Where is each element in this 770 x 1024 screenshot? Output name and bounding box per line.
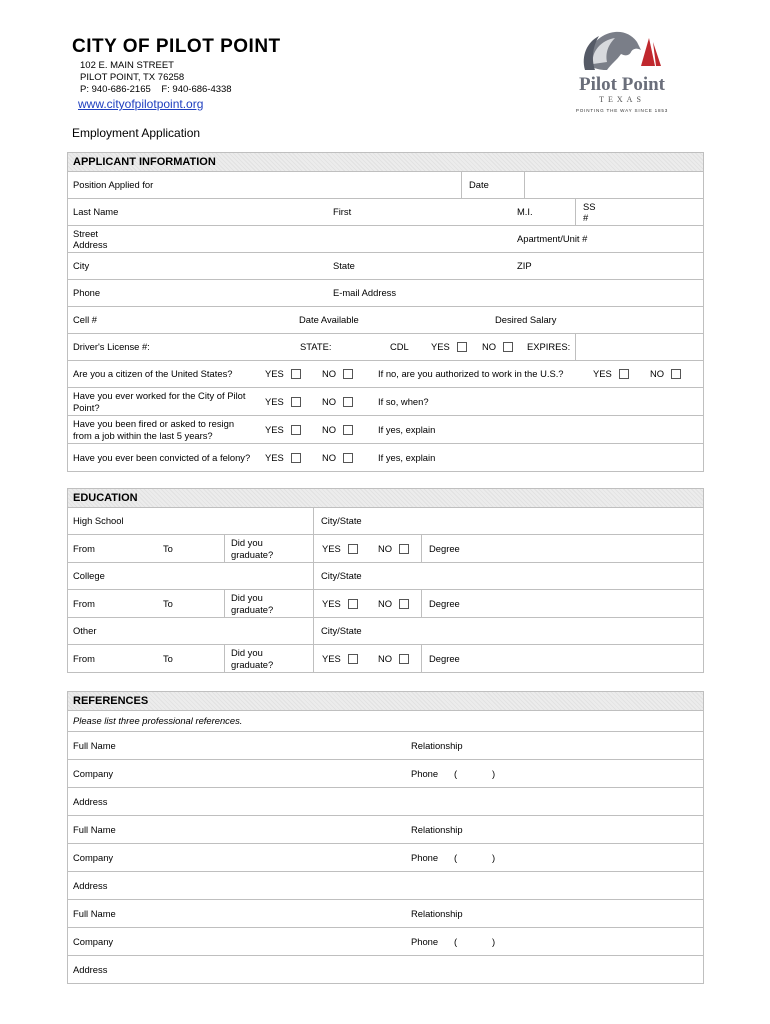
other-no-checkbox[interactable] [399, 654, 409, 664]
from-label: From [73, 542, 95, 554]
to-label: To [163, 542, 173, 554]
expires-label: EXPIRES: [527, 341, 571, 353]
date-label: Date [469, 179, 489, 191]
convicted-yes-option[interactable] [265, 444, 301, 471]
last-name-label: Last Name [73, 206, 119, 218]
horse-head-icon [584, 32, 641, 70]
section-heading: EDUCATION [68, 489, 703, 508]
ss-label: SS # [583, 200, 596, 223]
cdl-yes-option[interactable] [431, 334, 467, 360]
other-yes-checkbox[interactable] [348, 654, 358, 664]
full-name-label: Full Name [73, 823, 116, 835]
middle-initial-label: M.I. [517, 206, 533, 218]
other-row [68, 618, 703, 645]
phone-fax-line [80, 84, 232, 96]
other-label: Other [73, 625, 97, 637]
reference-2-name-row [68, 816, 703, 844]
phone-label: Phone [411, 767, 439, 779]
page-title: CITY OF PILOT POINT [72, 36, 281, 57]
phone-paren-open: ( [454, 935, 458, 947]
street-address-label: Street Address [73, 227, 108, 250]
full-name-label: Full Name [73, 907, 116, 919]
worked-yes-label: YES [265, 395, 284, 407]
fired-no-option[interactable] [322, 416, 353, 443]
company-label: Company [73, 851, 114, 863]
so-when-label: If so, when? [378, 395, 429, 407]
reference-1-company-row [68, 760, 703, 788]
section-heading: REFERENCES [68, 692, 703, 711]
worked-no-checkbox[interactable] [343, 397, 353, 407]
hs-no-checkbox[interactable] [399, 544, 409, 554]
worked-row [68, 388, 703, 416]
citizen-row [68, 361, 703, 388]
fired-no-label: NO [322, 423, 337, 435]
city-state-label: City/State [321, 570, 362, 582]
authorized-no-option[interactable] [650, 361, 681, 387]
relationship-label: Relationship [411, 739, 463, 751]
phone-row [68, 280, 703, 307]
authorized-question: If no, are you authorized to work in the U.S.? [378, 368, 564, 380]
degree-label: Degree [429, 542, 460, 554]
cell-row [68, 307, 703, 334]
reference-3-company-row [68, 928, 703, 956]
logo-tagline: POINTING THE WAY SINCE 1853 [575, 108, 669, 113]
fired-row [68, 416, 703, 444]
references-instruction: Please list three professional references. [73, 715, 243, 727]
city-label: City [73, 260, 90, 272]
college-yes-label: YES [322, 597, 341, 609]
red-flag-icon [641, 38, 661, 66]
graduate-question: Did you graduate? [231, 647, 274, 670]
drivers-license-row [68, 334, 703, 361]
hs-yes-option[interactable] [322, 535, 358, 562]
address-line-2: PILOT POINT, TX 76258 [80, 72, 185, 83]
authorized-yes-option[interactable] [593, 361, 629, 387]
logo-state: TEXAS [599, 95, 645, 104]
cdl-label: CDL [390, 341, 409, 353]
fired-yes-option[interactable] [265, 416, 301, 443]
convicted-row [68, 444, 703, 471]
hs-no-option[interactable] [378, 535, 409, 562]
degree-label: Degree [429, 597, 460, 609]
fax-number: F: 940-686-4338 [161, 84, 232, 95]
college-no-checkbox[interactable] [399, 599, 409, 609]
worked-no-label: NO [322, 395, 337, 407]
phone-paren-close: ) [492, 851, 496, 863]
name-row [68, 199, 703, 226]
convicted-yes-label: YES [265, 451, 284, 463]
convicted-no-checkbox[interactable] [343, 453, 353, 463]
desired-salary-label: Desired Salary [495, 314, 557, 326]
reference-2-company-row [68, 844, 703, 872]
hs-no-label: NO [378, 542, 393, 554]
phone-paren-open: ( [454, 851, 458, 863]
city-state-label: City/State [321, 625, 362, 637]
instruction-row [68, 711, 703, 732]
fired-question: Have you been fired or asked to resign from a job within the last 5 years? [73, 418, 235, 441]
address-line-1: 102 E. MAIN STREET [80, 60, 174, 71]
reference-1-address-row [68, 788, 703, 816]
form-title: Employment Application [72, 126, 201, 140]
phone-paren-open: ( [454, 767, 458, 779]
hs-yes-checkbox[interactable] [348, 544, 358, 554]
worked-question: Have you ever worked for the City of Pilot Point? [73, 390, 246, 413]
education-section [67, 488, 704, 673]
citizen-no-checkbox[interactable] [343, 369, 353, 379]
address-label: Address [73, 795, 108, 807]
convicted-question: Have you ever been convicted of a felony? [73, 451, 251, 463]
authorized-yes-checkbox[interactable] [619, 369, 629, 379]
from-label: From [73, 652, 95, 664]
applicant-information-section [67, 152, 704, 472]
relationship-label: Relationship [411, 823, 463, 835]
city-state-label: City/State [321, 515, 362, 527]
reference-3-name-row [68, 900, 703, 928]
pilot-point-logo [563, 26, 681, 116]
college-yes-checkbox[interactable] [348, 599, 358, 609]
phone-number: P: 940-686-2165 [80, 84, 151, 95]
cdl-no-checkbox[interactable] [503, 342, 513, 352]
logo-wordmark: Pilot Point [578, 74, 666, 95]
other-dates-row [68, 645, 703, 672]
citizen-no-label: NO [322, 368, 337, 380]
fired-yes-checkbox[interactable] [291, 425, 301, 435]
zip-label: ZIP [517, 260, 532, 272]
address-label: Address [73, 879, 108, 891]
apartment-label: Apartment/Unit # [517, 233, 588, 245]
authorized-no-label: NO [650, 368, 665, 380]
authorized-no-checkbox[interactable] [671, 369, 681, 379]
convicted-no-label: NO [322, 451, 337, 463]
section-heading: APPLICANT INFORMATION [68, 153, 703, 172]
first-name-label: First [333, 206, 352, 218]
drivers-license-label: Driver's License #: [73, 341, 150, 353]
other-no-option[interactable] [378, 645, 409, 672]
phone-label: Phone [411, 935, 439, 947]
fired-yes-label: YES [265, 423, 284, 435]
citizen-yes-label: YES [265, 368, 284, 380]
citizen-question: Are you a citizen of the United States? [73, 368, 233, 380]
graduate-question: Did you graduate? [231, 537, 274, 560]
state-label: State [333, 260, 355, 272]
reference-2-address-row [68, 872, 703, 900]
phone-label: Phone [73, 287, 101, 299]
references-section [67, 691, 704, 984]
reference-1-name-row [68, 732, 703, 760]
from-label: From [73, 597, 95, 609]
cell-label: Cell # [73, 314, 97, 326]
position-label: Position Applied for [73, 179, 154, 191]
other-yes-option[interactable] [322, 645, 358, 672]
college-no-label: NO [378, 597, 393, 609]
convicted-no-option[interactable] [322, 444, 353, 471]
hs-yes-label: YES [322, 542, 341, 554]
to-label: To [163, 597, 173, 609]
relationship-label: Relationship [411, 907, 463, 919]
phone-label: Phone [411, 851, 439, 863]
cdl-yes-checkbox[interactable] [457, 342, 467, 352]
cdl-no-option[interactable] [482, 334, 513, 360]
dl-state-label: STATE: [300, 341, 332, 353]
high-school-label: High School [73, 515, 124, 527]
city-row [68, 253, 703, 280]
company-label: Company [73, 935, 114, 947]
fired-no-checkbox[interactable] [343, 425, 353, 435]
full-name-label: Full Name [73, 739, 116, 751]
worked-yes-option[interactable] [265, 388, 301, 415]
worked-yes-checkbox[interactable] [291, 397, 301, 407]
degree-label: Degree [429, 652, 460, 664]
high-school-row [68, 508, 703, 535]
convicted-yes-checkbox[interactable] [291, 453, 301, 463]
other-yes-label: YES [322, 652, 341, 664]
graduate-question: Did you graduate? [231, 592, 274, 615]
college-yes-option[interactable] [322, 590, 358, 617]
authorized-yes-label: YES [593, 368, 612, 380]
cdl-yes-label: YES [431, 341, 450, 353]
college-no-option[interactable] [378, 590, 409, 617]
email-label: E-mail Address [333, 287, 397, 299]
worked-no-option[interactable] [322, 388, 353, 415]
convicted-explain-label: If yes, explain [378, 451, 436, 463]
high-school-dates-row [68, 535, 703, 563]
fired-explain-label: If yes, explain [378, 423, 436, 435]
phone-paren-close: ) [492, 935, 496, 947]
phone-paren-close: ) [492, 767, 496, 779]
to-label: To [163, 652, 173, 664]
college-dates-row [68, 590, 703, 618]
other-no-label: NO [378, 652, 393, 664]
address-label: Address [73, 963, 108, 975]
company-label: Company [73, 767, 114, 779]
website-link[interactable]: www.cityofpilotpoint.org [78, 97, 204, 111]
position-row [68, 172, 703, 199]
cdl-no-label: NO [482, 341, 497, 353]
citizen-no-option[interactable] [322, 361, 353, 387]
citizen-yes-option[interactable] [265, 361, 301, 387]
college-row [68, 563, 703, 590]
reference-3-address-row [68, 956, 703, 983]
citizen-yes-checkbox[interactable] [291, 369, 301, 379]
date-available-label: Date Available [299, 314, 359, 326]
address-row [68, 226, 703, 253]
college-label: College [73, 570, 105, 582]
